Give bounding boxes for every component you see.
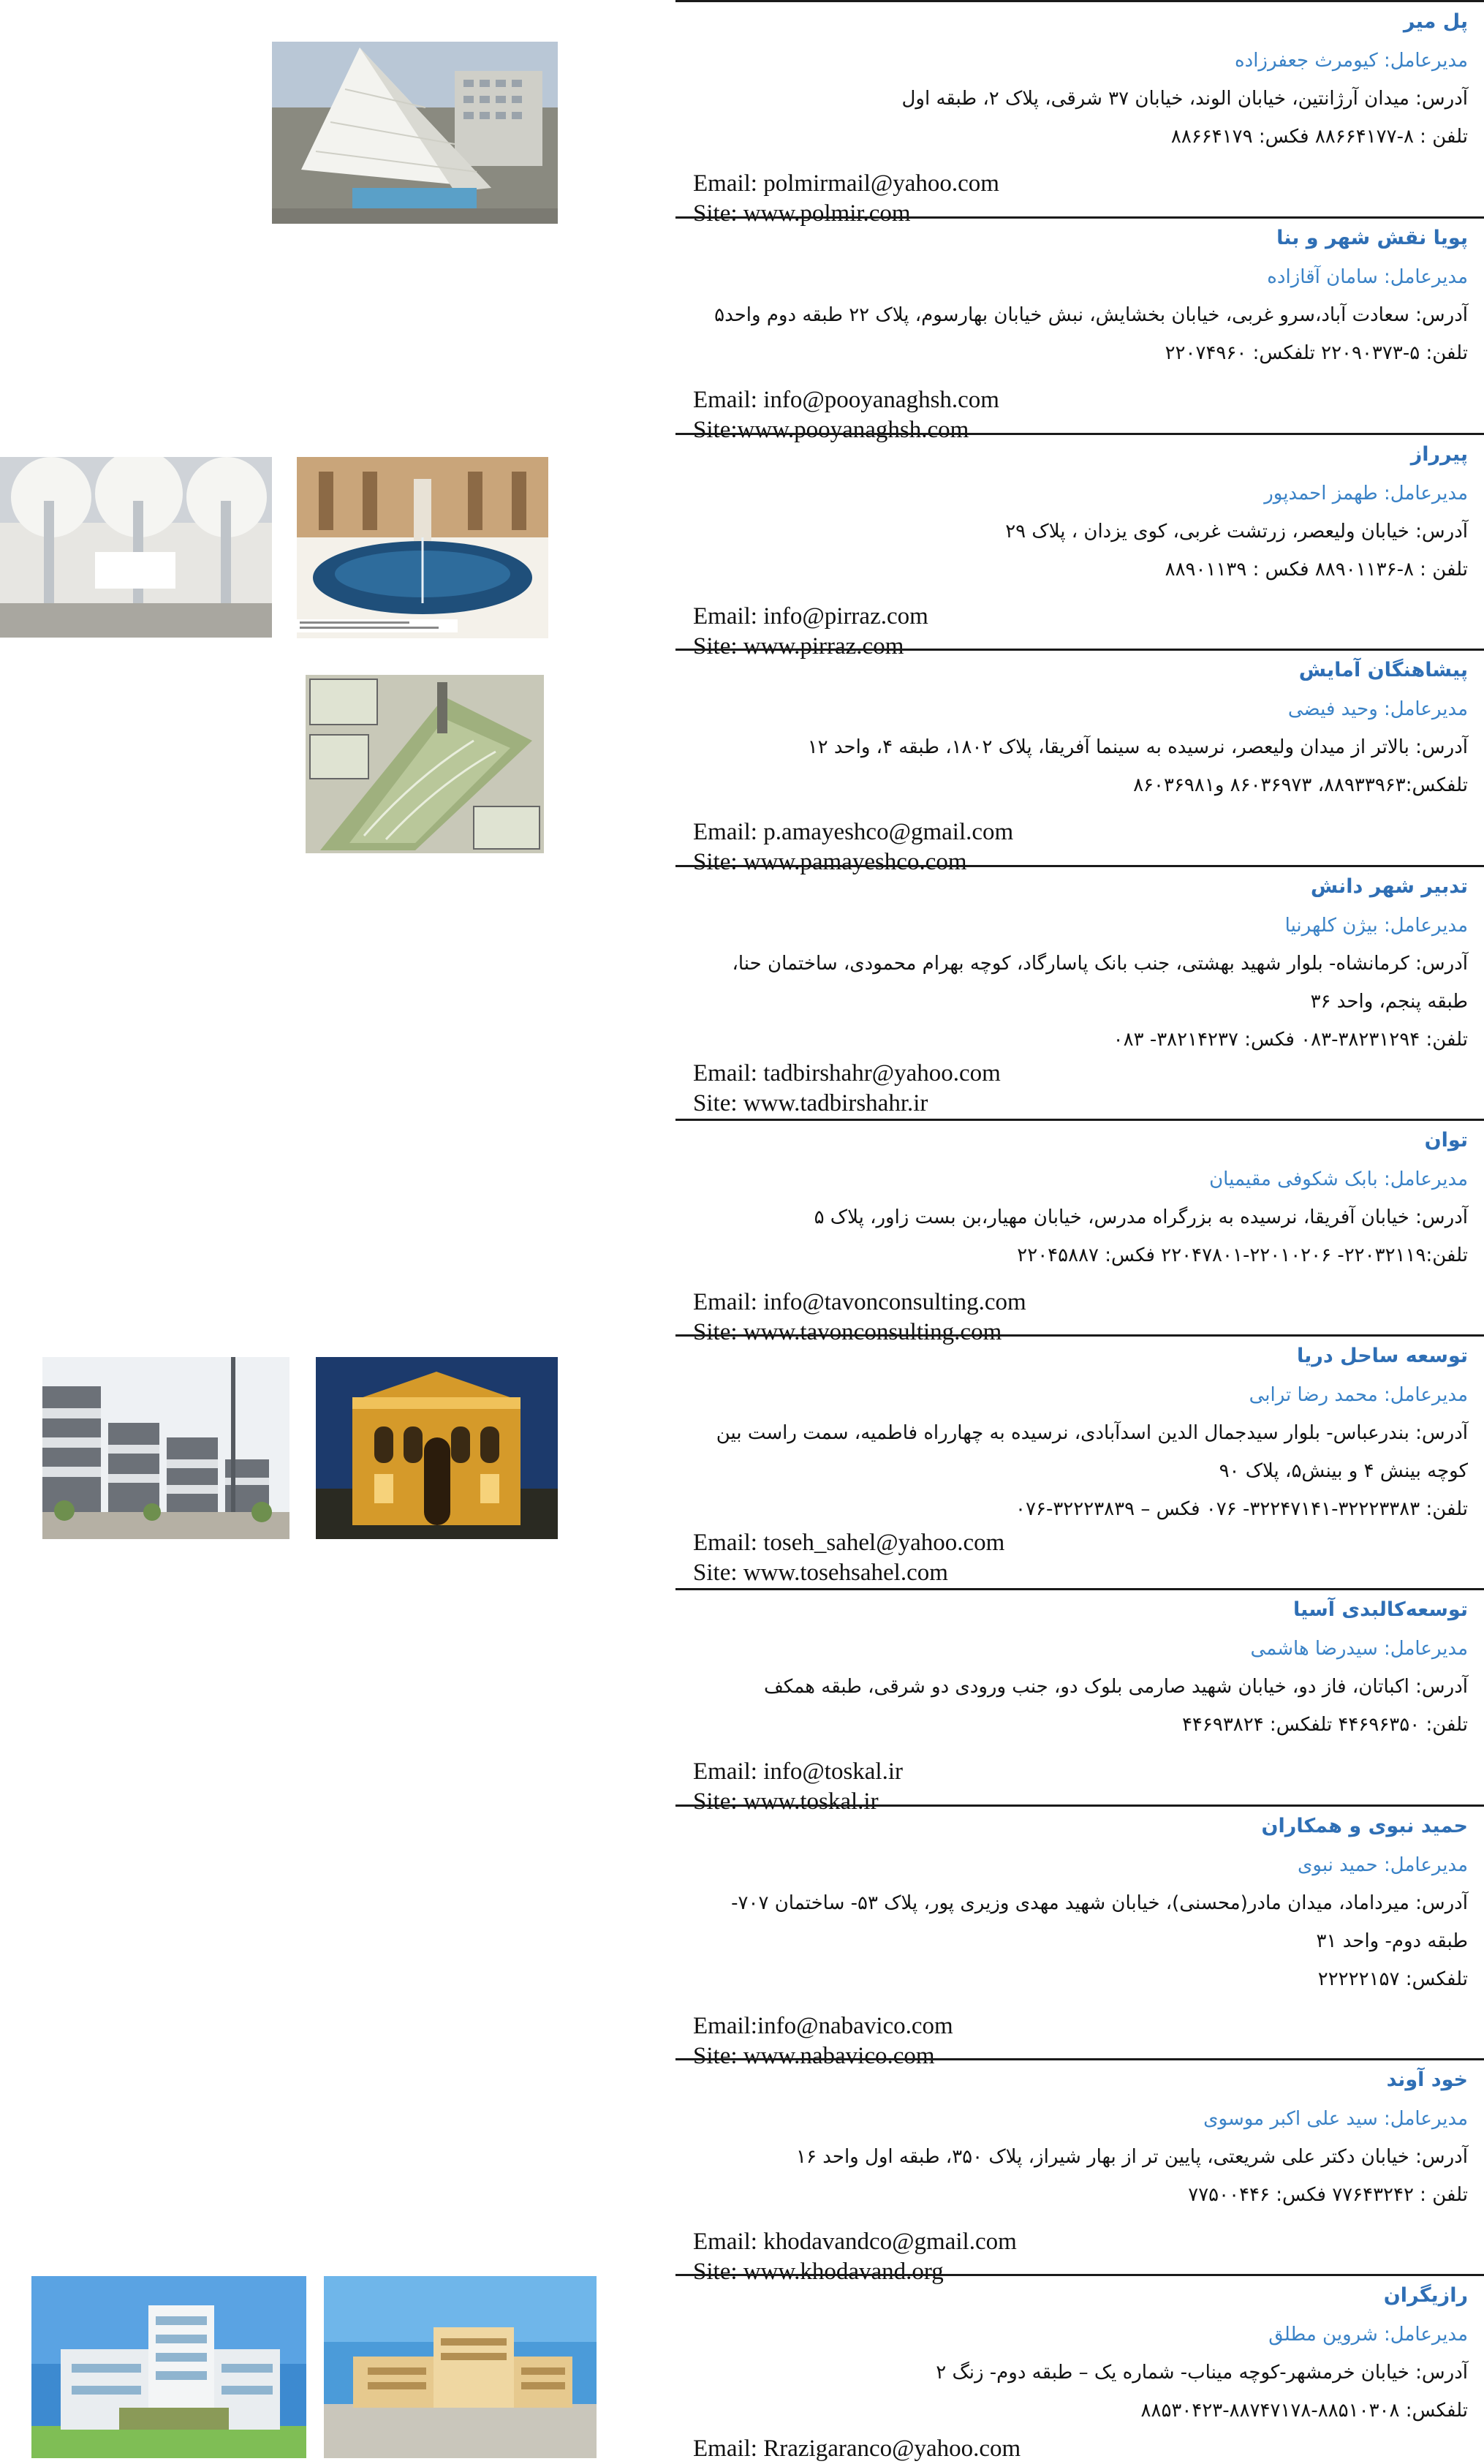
manager-name: بابک شکوفی مقیمیان [1209, 1168, 1378, 1190]
phone-line: تلفکس: ۸۸۵۱۰۳۰۸-۸۸۷۴۷۱۷۸-۸۸۵۳۰۴۲۳ [1140, 2400, 1468, 2422]
manager-name: طهمز احمدپور [1264, 483, 1378, 504]
manager-line [675, 1846, 1484, 1884]
photo-pirraz-pool [297, 457, 548, 638]
company-entry [675, 2274, 1484, 2464]
company-name: خود آوند [1386, 2068, 1468, 2091]
company-entry [675, 1588, 1484, 1817]
company-name: حمید نبوی و همکاران [1261, 1815, 1468, 1837]
company-name: توان [1424, 1129, 1468, 1152]
address-line: آدرس: بندرعباس- بلوار سیدجمال الدین اسدآبادی، نرسیده به چهارراه فاطمیه، سمت راست بین [716, 1422, 1468, 1444]
company-entry [675, 2058, 1484, 2287]
manager-name: بیژن کلهرنیا [1284, 915, 1378, 937]
address-line: آدرس: میدان آرژانتین، خیابان الوند، خیابان ۳۷ شرقی، پلاک ۲، طبقه اول [901, 88, 1468, 110]
site-link[interactable]: Site: www.tavonconsulting.com [693, 1319, 1002, 1345]
address-line-cont: کوچه بینش ۴ و بینش۵، پلاک ۹۰ [1219, 1460, 1468, 1482]
phone-line: تلفن: ۴۴۶۹۶۳۵۰ تلفکس: ۴۴۶۹۳۸۲۴ [1181, 1714, 1468, 1736]
manager-line [675, 690, 1484, 728]
company-name: توسعه‌کالبدی آسیا [1293, 1598, 1468, 1621]
manager-name: حمید نبوی [1298, 1854, 1378, 1876]
site-link[interactable]: Site: www.pamayeshco.com [693, 849, 967, 875]
company-entry [675, 1119, 1484, 1348]
manager-name: سامان آقازاده [1267, 266, 1378, 288]
company-entry [675, 865, 1484, 1119]
manager-name: وحید فیضی [1287, 698, 1378, 720]
site-link[interactable]: Site: www.khodavand.org [693, 2259, 944, 2285]
photo-razigaran-hospital-2 [324, 2276, 597, 2458]
site-link[interactable]: Site: www.tosehsahel.com [693, 1560, 948, 1586]
manager-line [675, 2100, 1484, 2138]
phone-line: تلفن : ۸-۸۸۶۶۴۱۷۷ فکس: ۸۸۶۶۴۱۷۹ [1170, 126, 1468, 148]
manager-label: مدیرعامل: [1384, 266, 1468, 288]
phone-line: تلفن : ۸-۸۸۹۰۱۱۳۶ فکس : ۸۸۹۰۱۱۳۹ [1165, 559, 1468, 581]
company-name: توسعه ساحل دریا [1297, 1345, 1468, 1367]
manager-name: سیدرضا هاشمی [1250, 1638, 1378, 1660]
manager-label: مدیرعامل: [1384, 2108, 1468, 2130]
manager-label: مدیرعامل: [1384, 483, 1468, 504]
email-link[interactable]: Email: info@pirraz.com [693, 603, 928, 630]
manager-label: مدیرعامل: [1384, 50, 1468, 72]
manager-line [675, 42, 1484, 80]
company-entry [675, 433, 1484, 662]
email-link[interactable]: Email: Rrazigaranco@yahoo.com [693, 2435, 1021, 2462]
company-name: پیشاهنگان آمایش [1298, 659, 1468, 681]
manager-label: مدیرعامل: [1384, 2324, 1468, 2346]
company-entry [675, 0, 1484, 229]
address-line: آدرس: خیابان دکتر علی شریعتی، پایین تر از بهار شیراز، پلاک ۳۵۰، طبقه اول واحد ۱۶ [796, 2146, 1468, 2168]
photo-pirraz-hall [0, 457, 272, 638]
company-entry [675, 1334, 1484, 1588]
phone-line: تلفن: ۳۸۲۳۱۲۹۴-۰۸۳ فکس: ۳۸۲۱۴۲۳۷- ۰۸۳ [1113, 1029, 1468, 1051]
email-link[interactable]: Email:info@nabavico.com [693, 2013, 953, 2039]
manager-label: مدیرعامل: [1384, 1638, 1468, 1660]
photo-polmir-pyramid [272, 42, 558, 224]
phone-line: تلفکس: ۲۲۲۲۲۱۵۷ [1317, 1968, 1468, 1990]
address-line-cont: طبقه دوم- واحد ۳۱ [1316, 1930, 1468, 1952]
manager-label: مدیرعامل: [1384, 1384, 1468, 1406]
address-line: آدرس: خیابان ولیعصر، زرتشت غربی، کوی یزدان ، پلاک ۲۹ [1005, 521, 1468, 543]
phone-line: تلفن: ۵-۲۲۰۹۰۳۷۳ تلفکس: ۲۲۰۷۴۹۶۰ [1165, 342, 1468, 364]
manager-line [675, 258, 1484, 296]
company-entry [675, 216, 1484, 445]
email-link[interactable]: Email: toseh_sahel@yahoo.com [693, 1530, 1005, 1556]
company-entry [675, 649, 1484, 877]
manager-label: مدیرعامل: [1384, 1168, 1468, 1190]
email-link[interactable]: Email: info@toskal.ir [693, 1758, 904, 1785]
company-name: پویا نقش شهر و بنا [1276, 227, 1468, 249]
email-link[interactable]: Email: khodavandco@gmail.com [693, 2229, 1017, 2255]
site-link[interactable]: Site: www.pirraz.com [693, 633, 904, 660]
email-link[interactable]: Email: polmirmail@yahoo.com [693, 170, 999, 197]
photo-razigaran-hospital-1 [31, 2276, 306, 2458]
manager-name: سید علی اکبر موسوی [1203, 2108, 1378, 2130]
manager-line [675, 475, 1484, 513]
email-link[interactable]: Email: p.amayeshco@gmail.com [693, 819, 1014, 845]
manager-name: محمد رضا ترابی [1249, 1384, 1378, 1406]
site-link[interactable]: Site: www.nabavico.com [693, 2043, 935, 2069]
company-name: پیرراز [1410, 443, 1468, 466]
manager-line [675, 2316, 1484, 2354]
company-entry [675, 1804, 1484, 2071]
manager-line [675, 907, 1484, 945]
address-line: آدرس: خیابان خرمشهر-کوچه میناب- شماره یک – طبقه دوم- زنگ ۲ [936, 2362, 1468, 2384]
photo-amayesh-masterplan [306, 675, 544, 853]
manager-line [675, 1160, 1484, 1198]
phone-line: تلفن: ۳۲۲۲۳۳۸۳-۳۲۲۴۷۱۴۱- ۰۷۶ فکس – ۳۲۲۲۳۸۳۹-۰۷۶ [1015, 1498, 1468, 1520]
phone-line: تلفن:۲۲۰۳۲۱۱۹- ۲۲۰۱۰۲۰۶-۲۲۰۴۷۸۰۱ فکس: ۲۲۰۴۵۸۸۷ [1017, 1244, 1468, 1266]
manager-line [675, 1630, 1484, 1668]
company-name: تدبیر شهر دانش [1310, 875, 1468, 898]
manager-label: مدیرعامل: [1384, 915, 1468, 937]
site-link[interactable]: Site:www.pooyanaghsh.com [693, 417, 969, 443]
email-link[interactable]: Email: tadbirshahr@yahoo.com [693, 1060, 1001, 1086]
site-link[interactable]: Site: www.toskal.ir [693, 1788, 879, 1815]
address-line: آدرس: کرمانشاه- بلوار شهید بهشتی، جنب بانک پاسارگاد، کوچه بهرام محمودی، ساختمان حنا، [732, 953, 1468, 975]
manager-line [675, 1376, 1484, 1414]
address-line: آدرس: سعادت آباد،سرو غربی، خیابان بخشایش، نبش خیابان بهارسوم، پلاک ۲۲ طبقه دوم واحد۵ [714, 304, 1468, 326]
phone-line: تلفکس:۸۸۹۳۳۹۶۳، ۸۶۰۳۶۹۷۳ و۸۶۰۳۶۹۸۱ [1133, 774, 1468, 796]
address-line-cont: طبقه پنجم، واحد ۳۶ [1310, 991, 1468, 1013]
manager-name: شروین مطلق [1268, 2324, 1378, 2346]
manager-name: کیومرث جعفرزاده [1235, 50, 1378, 72]
manager-label: مدیرعامل: [1384, 698, 1468, 720]
address-line: آدرس: خیابان آفریقا، نرسیده به بزرگراه مدرس، خیابان مهیار،بن بست زاور، پلاک ۵ [814, 1206, 1468, 1228]
phone-line: تلفن : ۷۷۶۴۳۲۴۲ فکس: ۷۷۵۰۰۴۴۶ [1188, 2184, 1468, 2206]
manager-label: مدیرعامل: [1384, 1854, 1468, 1876]
photo-tosehsahel-blocks [42, 1357, 289, 1539]
address-line: آدرس: بالاتر از میدان ولیعصر، نرسیده به سینما آفریقا، پلاک ۱۸۰۲، طبقه ۴، واحد ۱۲ [807, 736, 1468, 758]
photo-tosehsahel-night [316, 1357, 558, 1539]
site-link[interactable]: Site: www.tadbirshahr.ir [693, 1090, 928, 1116]
site-link[interactable]: Site: www.polmir.com [693, 200, 911, 227]
email-link[interactable]: Email: info@tavonconsulting.com [693, 1289, 1026, 1315]
company-name: رازیگران [1383, 2284, 1468, 2307]
email-link[interactable]: Email: info@pooyanaghsh.com [693, 387, 999, 413]
company-name: پل میر [1403, 10, 1468, 33]
address-line: آدرس: اکباتان، فاز دو، خیابان شهید صارمی بلوک دو، جنب ورودی دو شرقی، طبقه همکف [763, 1676, 1468, 1698]
address-line: آدرس: میرداماد، میدان مادر(محسنی)، خیابان شهید مهدی وزیری پور، پلاک ۵۳- ساختمان ۷۰۷- [731, 1892, 1468, 1914]
